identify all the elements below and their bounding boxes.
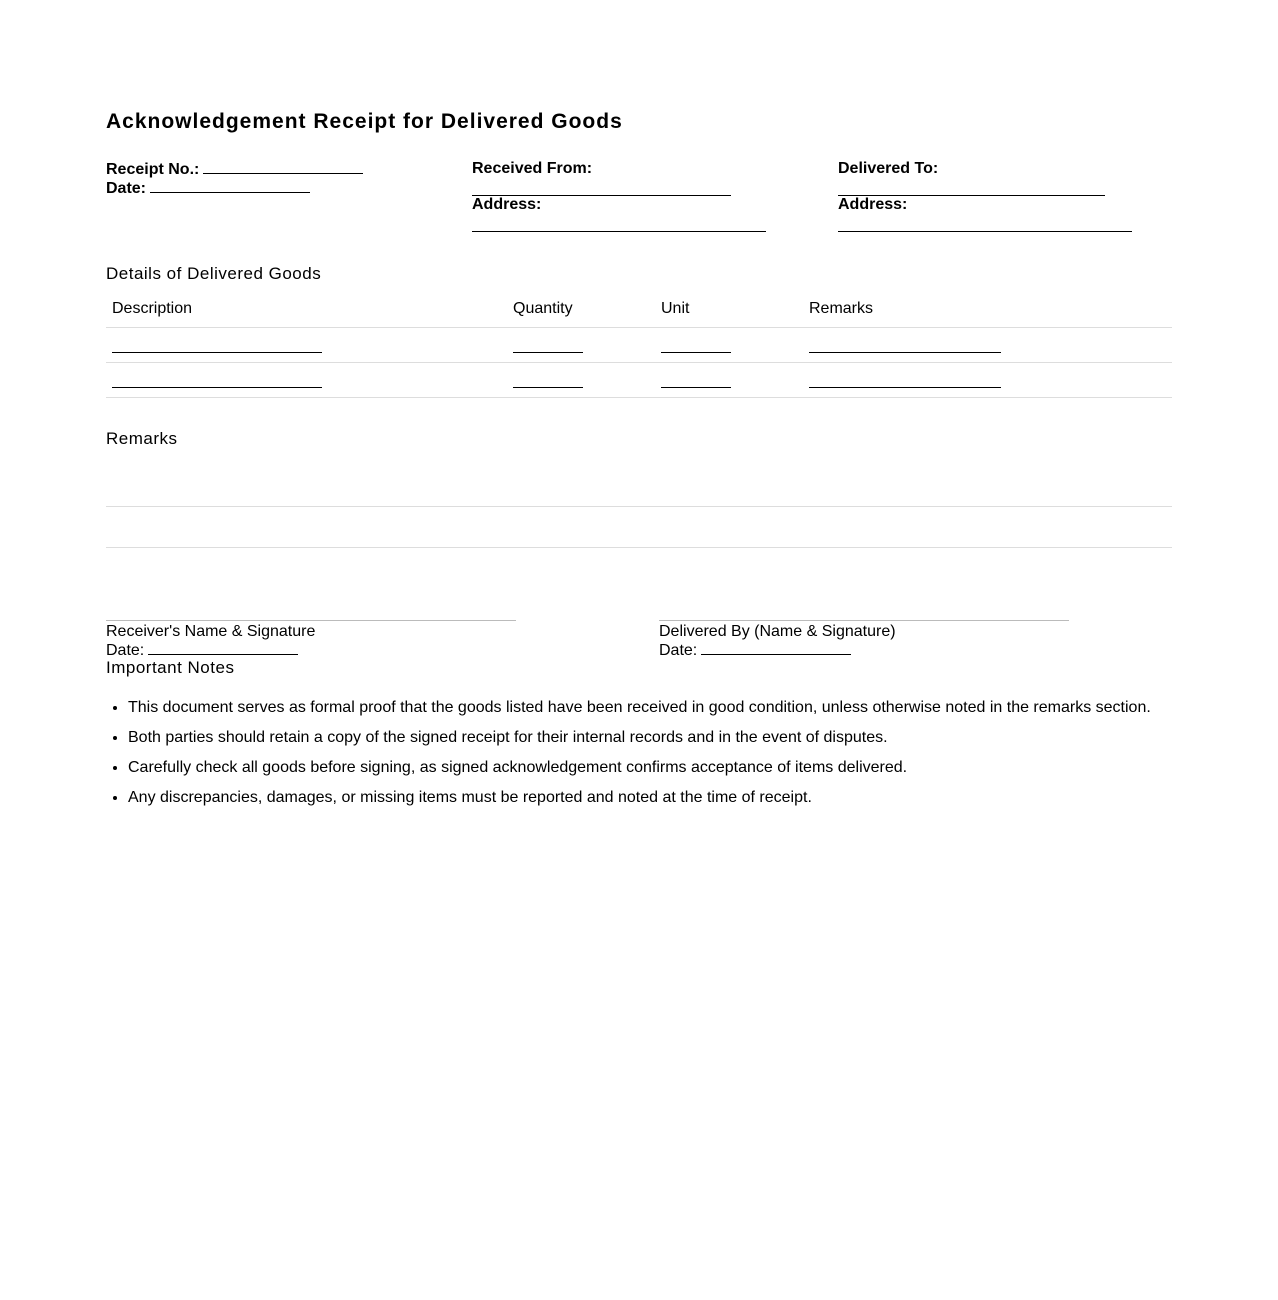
remarks-line[interactable] bbox=[106, 547, 1172, 548]
receipt-no-row bbox=[106, 160, 363, 179]
deliverer-signature-block bbox=[659, 620, 1069, 660]
goods-table bbox=[106, 292, 1172, 398]
remarks-field[interactable] bbox=[809, 340, 1001, 353]
column-header-description: Description bbox=[112, 300, 193, 317]
remarks-section-title: Remarks bbox=[106, 429, 178, 448]
notes-section-title: Important Notes bbox=[106, 658, 235, 677]
received-from-address-field[interactable] bbox=[472, 214, 766, 232]
remarks-field[interactable] bbox=[809, 375, 1001, 388]
date-row bbox=[106, 179, 363, 198]
remarks-line[interactable] bbox=[106, 506, 1172, 507]
date-field[interactable] bbox=[150, 179, 310, 193]
receiver-signature-block bbox=[106, 620, 516, 660]
received-from-address-label: Address: bbox=[472, 196, 542, 213]
column-header-remarks: Remarks bbox=[809, 300, 874, 317]
unit-field[interactable] bbox=[661, 375, 731, 388]
date-label: Date: bbox=[106, 180, 147, 197]
delivered-to-address-field[interactable] bbox=[838, 214, 1132, 232]
list-item: • Carefully check all goods before signing, as signed acknowledgement confirms acceptance of items delivered. bbox=[128, 757, 1172, 787]
list-item: • Both parties should retain a copy of the signed receipt for their internal records and in the event of disputes. bbox=[128, 727, 1172, 757]
receipt-no-label: Receipt No.: bbox=[106, 161, 200, 178]
delivered-to-section bbox=[838, 160, 1132, 232]
description-field[interactable] bbox=[112, 375, 322, 388]
goods-section-title: Details of Delivered Goods bbox=[106, 264, 322, 283]
deliverer-signature-label: Delivered By (Name & Signature) bbox=[659, 623, 896, 640]
notes-list bbox=[106, 697, 1172, 817]
delivered-to-label: Delivered To: bbox=[838, 160, 939, 177]
delivered-to-field[interactable] bbox=[838, 178, 1105, 196]
receiver-date-label: Date: bbox=[106, 642, 145, 659]
received-from-field[interactable] bbox=[472, 178, 731, 196]
received-from-section bbox=[472, 160, 766, 232]
column-header-unit: Unit bbox=[661, 300, 690, 317]
description-field[interactable] bbox=[112, 340, 322, 353]
deliverer-date-row bbox=[659, 641, 1069, 660]
quantity-field[interactable] bbox=[513, 340, 583, 353]
goods-table-header bbox=[106, 292, 1172, 328]
unit-field[interactable] bbox=[661, 340, 731, 353]
column-header-quantity: Quantity bbox=[513, 300, 573, 317]
deliverer-date-field[interactable] bbox=[701, 641, 851, 655]
table-row bbox=[106, 363, 1172, 398]
table-row bbox=[106, 328, 1172, 363]
quantity-field[interactable] bbox=[513, 375, 583, 388]
deliverer-date-label: Date: bbox=[659, 642, 698, 659]
received-from-label: Received From: bbox=[472, 160, 593, 177]
receiver-date-field[interactable] bbox=[148, 641, 298, 655]
receipt-no-field[interactable] bbox=[203, 160, 363, 174]
list-item: • This document serves as formal proof that the goods listed have been received in good condition, unless otherwise noted in the remarks section. bbox=[128, 697, 1172, 727]
delivered-to-address-label: Address: bbox=[838, 196, 908, 213]
receipt-info bbox=[106, 160, 363, 198]
document-title: Acknowledgement Receipt for Delivered Goods bbox=[106, 110, 623, 133]
list-item: • Any discrepancies, damages, or missing items must be reported and noted at the time of receipt. bbox=[128, 787, 1172, 817]
receiver-signature-label: Receiver's Name & Signature bbox=[106, 623, 316, 640]
